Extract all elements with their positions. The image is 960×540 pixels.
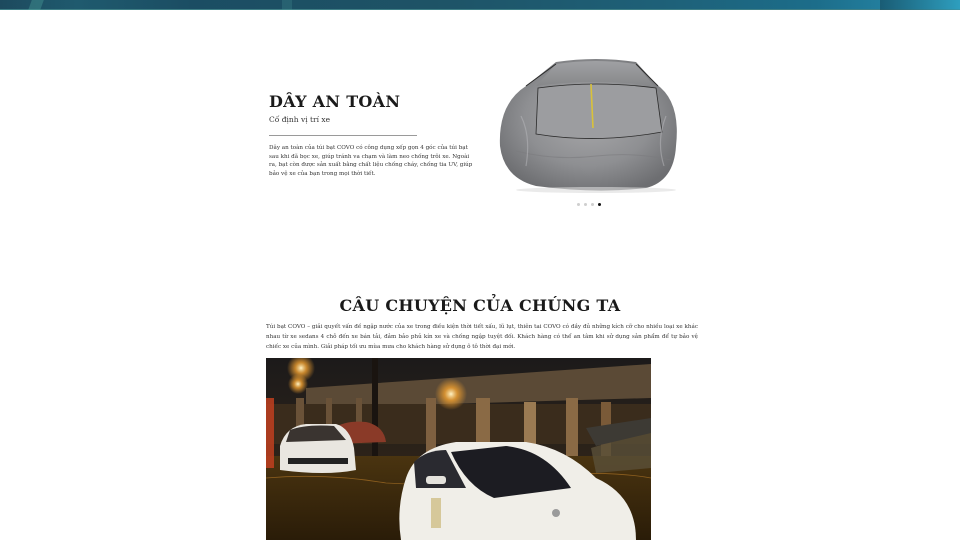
feature-divider xyxy=(269,135,417,136)
banner-decoration xyxy=(282,0,292,10)
story-title: CÂU CHUYỆN CỦA CHÚNG TA xyxy=(339,296,621,315)
banner-decoration xyxy=(28,0,44,10)
car-cover-illustration xyxy=(496,56,696,196)
story-image xyxy=(266,358,651,540)
feature-text-block xyxy=(269,92,474,178)
feature-title: DÂY AN TOÀN xyxy=(269,92,401,111)
banner-decoration xyxy=(880,0,960,10)
carousel-pagination xyxy=(577,203,601,206)
top-banner xyxy=(0,0,960,10)
carousel-dot-1[interactable] xyxy=(577,203,580,206)
flooded-cars-photo xyxy=(266,358,651,540)
product-image xyxy=(496,56,696,196)
story-text: Túi bạt COVO – giải quyết vấn đề ngập nước của xe trong điều kiện thời tiết xấu, lũ lụt, thiên tai COVO có đầy đủ những kích cỡ cho nhiều loại xe khác nhau từ xe sedans 4 chỗ đến xe bán tải, đảm bảo phủ kín xe và chống ngập tuyệt đối. Khách hàng có thể an tâm khi sử dụng sản phẩm để tự bảo vệ chiếc xe của mình. Giải pháp tối ưu mùa mưa cho khách hàng sử dụng ô tô thời đại mới. xyxy=(266,324,698,350)
carousel-dot-2[interactable] xyxy=(584,203,587,206)
feature-description: Dây an toàn của túi bạt COVO có công dụng xếp gọn 4 góc của túi bạt sau khi đã bọc xe, giúp tránh va chạm và làm neo chống trôi xe. Ngoài ra, bạt còn được sản xuất bằng chất liệu chống cháy, chống tia UV, giúp bảo vệ xe của bạn trong mọi thời tiết. xyxy=(269,145,473,177)
feature-subtitle: Cố định vị trí xe xyxy=(269,115,331,124)
carousel-dot-3[interactable] xyxy=(591,203,594,206)
carousel-dot-4-active[interactable] xyxy=(598,203,601,206)
